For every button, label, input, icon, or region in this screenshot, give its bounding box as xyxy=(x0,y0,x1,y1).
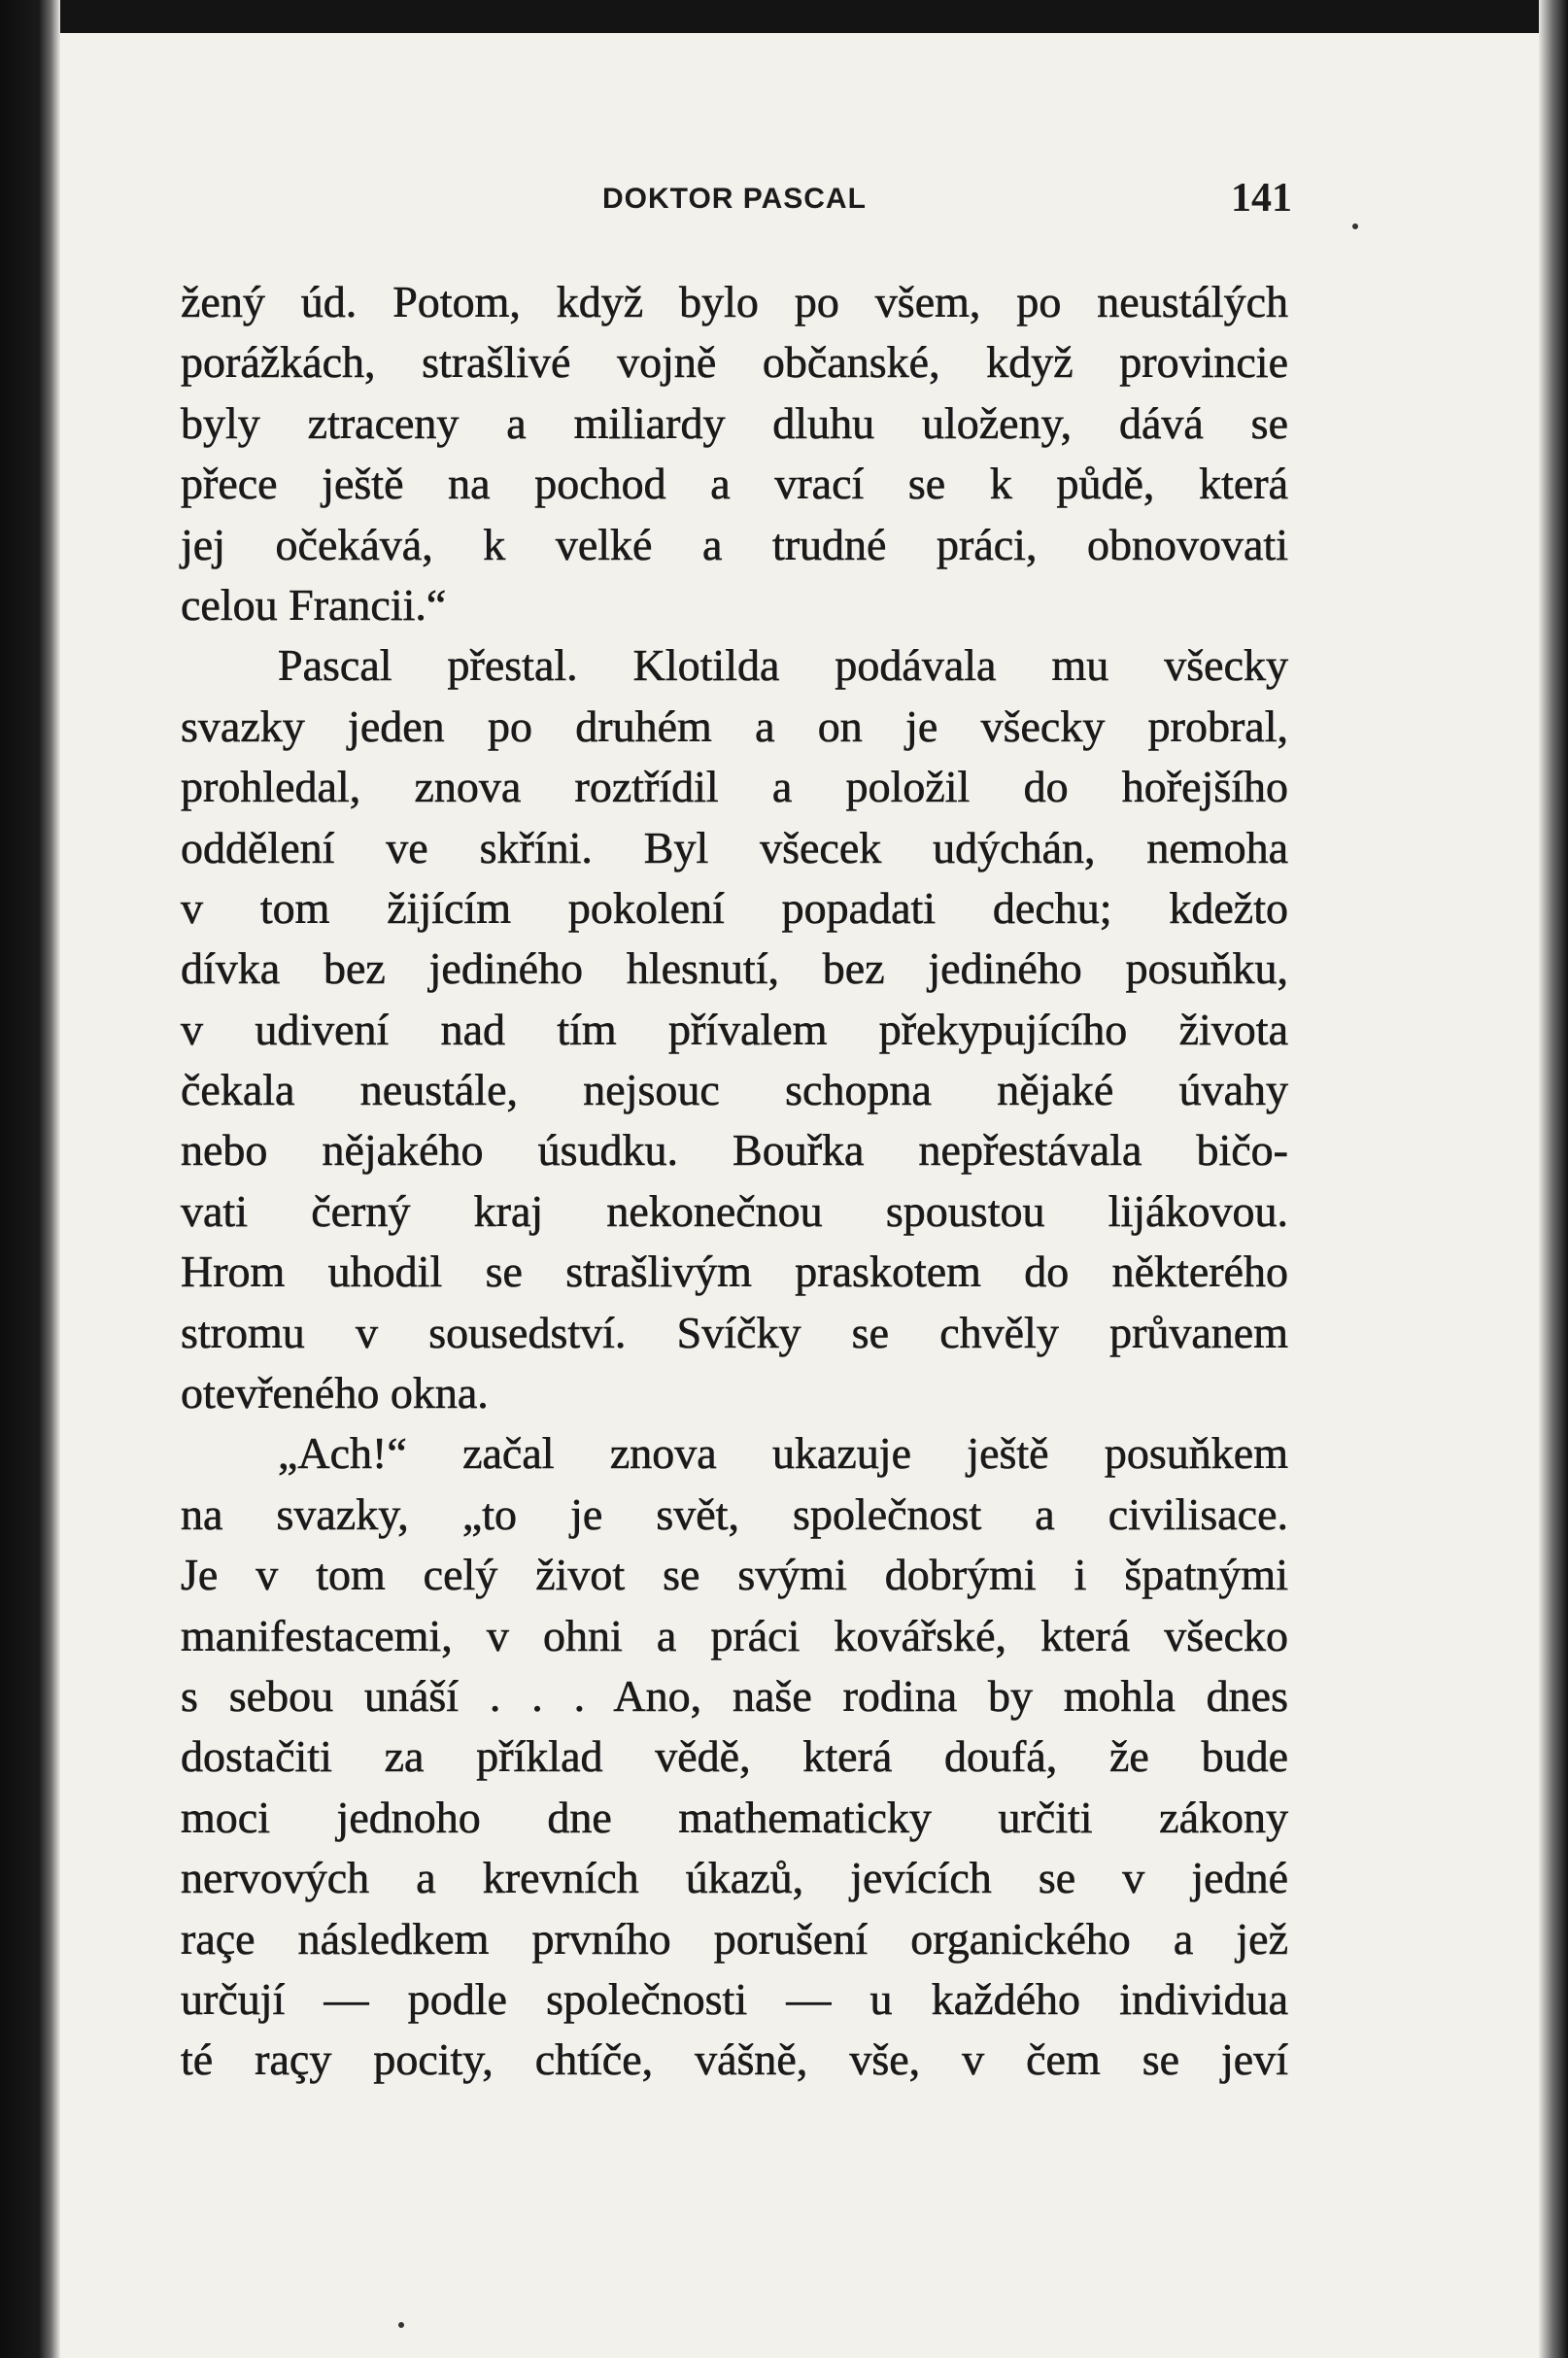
text-line: jej očekává, k velké a trudné práci, obnovovati xyxy=(181,519,1288,569)
book-binding-shadow xyxy=(0,0,60,2358)
page-number: 141 xyxy=(1231,176,1292,221)
text-line: svazky jeden po druhém a on je všecky probral, xyxy=(181,701,1288,751)
text-line: v tom žijícím pokolení popadati dechu; kdežto xyxy=(181,882,1288,933)
print-speck xyxy=(1352,223,1358,229)
text-line: s sebou unáší . . . Ano, naše rodina by mohla dnes xyxy=(181,1670,1288,1721)
text-line: té raçy pocity, chtíče, vášně, vše, v čem se jeví xyxy=(181,2034,1288,2085)
text-line: raçe následkem prvního porušení organického a jež xyxy=(181,1913,1288,1964)
text-line: Pascal přestal. Klotilda podávala mu všecky xyxy=(278,640,1288,691)
text-line: nervových a krevních úkazů, jevících se v jedné xyxy=(181,1853,1288,1903)
scan-top-edge xyxy=(0,0,1568,33)
text-line: vati černý kraj nekonečnou spoustou lijákovou. xyxy=(181,1185,1288,1236)
text-line: dívka bez jediného hlesnutí, bez jediného posuňku, xyxy=(181,943,1288,994)
text-line: čekala neustále, nejsouc schopna nějaké úvahy xyxy=(181,1065,1288,1115)
body-text xyxy=(181,272,1288,2091)
text-line: v udivení nad tím přívalem překypujícího života xyxy=(181,1004,1288,1054)
page-header xyxy=(185,173,1292,231)
print-speck xyxy=(398,2322,404,2328)
text-line: oddělení ve skříni. Byl všecek udýchán, nemoha xyxy=(181,822,1288,872)
text-line: určují — podle společnosti — u každého individua xyxy=(181,1973,1288,2024)
text-line: moci jednoho dne mathematicky určiti zákony xyxy=(181,1792,1288,1842)
text-line: porážkách, strašlivé vojně občanské, když provincie xyxy=(181,337,1288,388)
text-line: přece ještě na pochod a vrací se k půdě, která xyxy=(181,459,1288,509)
text-line: žený úd. Potom, když bylo po všem, po neustálých xyxy=(181,277,1288,326)
text-line: celou Francii.“ xyxy=(181,579,447,630)
text-line: otevřeného okna. xyxy=(181,1368,489,1418)
text-line: „Ach!“ začal znova ukazuje ještě posuňkem xyxy=(278,1428,1288,1479)
page-right-edge xyxy=(1539,0,1568,2358)
text-line: na svazky, „to je svět, společnost a civilisace. xyxy=(181,1488,1288,1539)
text-line: nebo nějakého úsudku. Bouřka nepřestávala bičo- xyxy=(181,1125,1288,1176)
text-line: stromu v sousedství. Svíčky se chvěly průvanem xyxy=(181,1307,1288,1357)
text-line: byly ztraceny a miliardy dluhu uloženy, dává se xyxy=(181,397,1288,448)
running-title: DOKTOR PASCAL xyxy=(602,183,867,215)
text-line: dostačiti za příklad vědě, která doufá, že bude xyxy=(181,1731,1288,1782)
text-line: prohledal, znova roztřídil a položil do hořejšího xyxy=(181,762,1288,812)
text-line: Je v tom celý život se svými dobrými i špatnými xyxy=(181,1550,1288,1600)
text-line: manifestacemi, v ohni a práci kovářské, která všecko xyxy=(181,1610,1288,1660)
text-line: Hrom uhodil se strašlivým praskotem do některého xyxy=(181,1247,1288,1297)
